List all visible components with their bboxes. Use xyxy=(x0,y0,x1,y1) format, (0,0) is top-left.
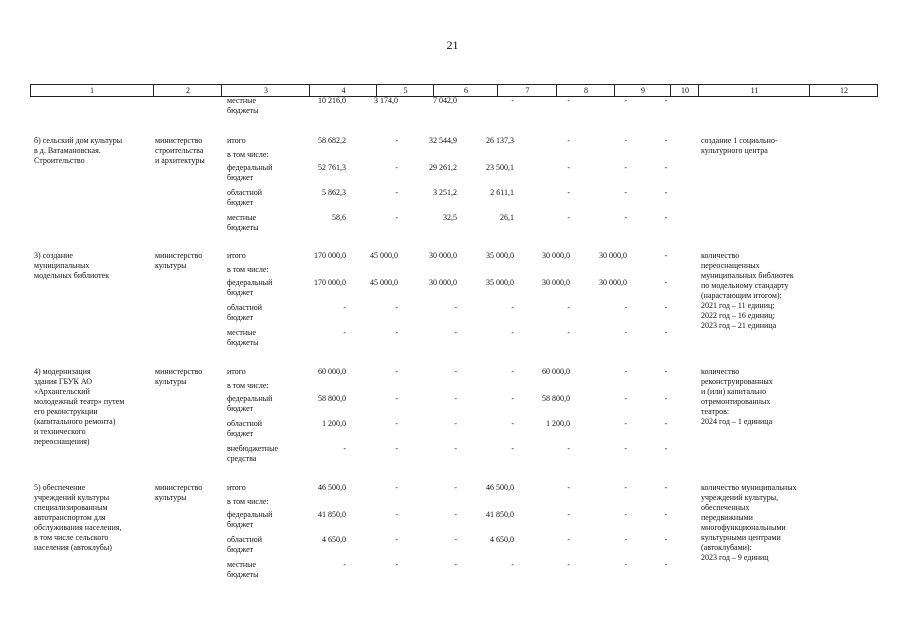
amount-cell: - xyxy=(664,278,668,287)
amount-cell: 1 200,0 xyxy=(546,419,570,428)
amount-cell: 45 000,0 xyxy=(370,278,398,287)
funding-source-label: областной бюджет xyxy=(227,419,263,438)
amount-cell: 1 200,0 xyxy=(322,419,346,428)
measure-title: 5) обеспечение учреждений культуры специализированным автотранспортом для обслуживания населения, в том числе сельского населения (автоклубы) xyxy=(34,483,122,552)
amount-cell: 35 000,0 xyxy=(486,278,514,287)
amount-cell: - xyxy=(664,96,668,105)
amount-cell: - xyxy=(454,367,457,376)
amount-cell: 23 500,1 xyxy=(486,163,514,172)
amount-cell: - xyxy=(511,419,514,428)
amount-cell: - xyxy=(343,444,346,453)
amount-cell: 58 682,2 xyxy=(318,136,346,145)
amount-cell: - xyxy=(624,163,627,172)
funding-source-label: итого xyxy=(227,136,246,145)
amount-cell: - xyxy=(664,188,668,197)
amount-cell: - xyxy=(567,136,570,145)
column-header-12: 12 xyxy=(809,85,878,96)
amount-cell: - xyxy=(567,483,570,492)
amount-cell: 60 000,0 xyxy=(542,367,570,376)
funding-source-label: областной бюджет xyxy=(227,303,263,322)
amount-cell: 46 500,0 xyxy=(318,483,346,492)
amount-cell: - xyxy=(395,483,398,492)
funding-source-label: местные бюджеты xyxy=(227,213,259,232)
amount-cell: - xyxy=(395,213,398,222)
column-header-5: 5 xyxy=(376,85,434,96)
column-header-2: 2 xyxy=(153,85,222,96)
amount-cell: - xyxy=(624,303,627,312)
amount-cell: - xyxy=(624,535,627,544)
funding-source-label: областной бюджет xyxy=(227,188,263,207)
expected-result: количество реконструированных и (или) капитально отремонтированных театров: 2024 год – 1 единица xyxy=(701,367,773,426)
amount-cell: - xyxy=(454,328,457,337)
amount-cell: - xyxy=(624,394,627,403)
column-header-8: 8 xyxy=(556,85,615,96)
amount-cell: - xyxy=(624,188,627,197)
amount-cell: 45 000,0 xyxy=(370,251,398,260)
amount-cell: - xyxy=(395,419,398,428)
responsible-ministry: министерство культуры xyxy=(155,251,203,270)
amount-cell: 2 611,1 xyxy=(490,188,514,197)
amount-cell: - xyxy=(567,328,570,337)
amount-cell: 7 042,0 xyxy=(433,96,457,105)
amount-cell: - xyxy=(567,188,570,197)
amount-cell: - xyxy=(624,510,627,519)
expected-result: количество муниципальных учреждений культуры, обеспеченных передвижными многофункциональными культурными центрами (автоклубами): 2023 год – 9 единиц xyxy=(701,483,797,562)
amount-cell: - xyxy=(624,560,627,569)
amount-cell: 41 850,0 xyxy=(318,510,346,519)
amount-cell: 35 000,0 xyxy=(486,251,514,260)
page-number: 21 xyxy=(446,38,459,52)
measure-title: 3) создание муниципальных модельных библиотек xyxy=(34,251,110,280)
amount-cell: - xyxy=(454,560,457,569)
amount-cell: - xyxy=(624,96,627,105)
amount-cell: - xyxy=(454,303,457,312)
amount-cell: - xyxy=(567,535,570,544)
amount-cell: - xyxy=(454,510,457,519)
funding-source-label: федеральный бюджет xyxy=(227,278,273,297)
amount-cell: - xyxy=(664,328,668,337)
amount-cell: - xyxy=(343,328,346,337)
amount-cell: - xyxy=(343,303,346,312)
amount-cell: - xyxy=(567,96,570,105)
amount-cell: - xyxy=(454,535,457,544)
amount-cell: - xyxy=(664,163,668,172)
amount-cell: - xyxy=(454,444,457,453)
funding-source-label: внебюджетные средства xyxy=(227,444,278,463)
funding-source-label: федеральный бюджет xyxy=(227,394,273,413)
amount-cell: 32,5 xyxy=(443,213,457,222)
column-header-11: 11 xyxy=(698,85,810,96)
amount-cell: 58,6 xyxy=(332,213,346,222)
amount-cell: 29 261,2 xyxy=(429,163,457,172)
amount-cell: - xyxy=(395,328,398,337)
amount-cell: - xyxy=(664,251,668,260)
amount-cell: - xyxy=(511,328,514,337)
amount-cell: - xyxy=(454,483,457,492)
amount-cell: - xyxy=(511,394,514,403)
amount-cell: - xyxy=(664,367,668,376)
amount-cell: - xyxy=(511,367,514,376)
amount-cell: - xyxy=(511,560,514,569)
funding-source-label: итого xyxy=(227,251,246,260)
amount-cell: 46 500,0 xyxy=(486,483,514,492)
amount-cell: 26,1 xyxy=(500,213,514,222)
column-header-9: 9 xyxy=(614,85,671,96)
amount-cell: - xyxy=(395,367,398,376)
amount-cell: 3 251,2 xyxy=(433,188,457,197)
funding-source-label: в том числе: xyxy=(227,265,269,274)
amount-cell: - xyxy=(624,213,627,222)
amount-cell: - xyxy=(395,560,398,569)
column-header-3: 3 xyxy=(221,85,310,96)
amount-cell: - xyxy=(664,560,668,569)
amount-cell: - xyxy=(664,136,668,145)
column-header-6: 6 xyxy=(433,85,498,96)
amount-cell: - xyxy=(624,444,627,453)
amount-cell: 30 000,0 xyxy=(599,251,627,260)
amount-cell: 30 000,0 xyxy=(599,278,627,287)
funding-source-label: в том числе: xyxy=(227,381,269,390)
amount-cell: - xyxy=(624,483,627,492)
responsible-ministry: министерство строительства и архитектуры xyxy=(155,136,205,165)
amount-cell: 170 000,0 xyxy=(314,278,346,287)
amount-cell: 58 800,0 xyxy=(318,394,346,403)
amount-cell: 60 000,0 xyxy=(318,367,346,376)
amount-cell: - xyxy=(624,136,627,145)
amount-cell: 10 216,0 xyxy=(318,96,346,105)
expected-result: количество переоснащенных муниципальных библиотек по модельному стандарту (нарастающим итогом): 2021 год – 11 единиц; 2022 год – 16 единиц; 2023 год – 21 единица xyxy=(701,251,794,330)
amount-cell: - xyxy=(395,303,398,312)
amount-cell: - xyxy=(567,213,570,222)
amount-cell: - xyxy=(511,303,514,312)
amount-cell: - xyxy=(664,303,668,312)
measure-title: б) сельский дом культуры в д. Ватамановская. Строительство xyxy=(34,136,123,165)
amount-cell: - xyxy=(395,510,398,519)
amount-cell: - xyxy=(454,394,457,403)
amount-cell: - xyxy=(567,510,570,519)
funding-source-label: итого xyxy=(227,367,246,376)
amount-cell: 52 761,3 xyxy=(318,163,346,172)
amount-cell: 4 650,0 xyxy=(322,535,346,544)
amount-cell: - xyxy=(624,328,627,337)
amount-cell: - xyxy=(624,419,627,428)
amount-cell: 3 174,0 xyxy=(374,96,398,105)
amount-cell: - xyxy=(454,419,457,428)
amount-cell: - xyxy=(664,444,668,453)
amount-cell: 32 544,9 xyxy=(429,136,457,145)
funding-source-label: областной бюджет xyxy=(227,535,263,554)
amount-cell: - xyxy=(664,419,668,428)
funding-source-label: федеральный бюджет xyxy=(227,163,273,182)
amount-cell: - xyxy=(664,510,668,519)
amount-cell: 170 000,0 xyxy=(314,251,346,260)
column-header-10: 10 xyxy=(670,85,699,96)
amount-cell: 30 000,0 xyxy=(542,278,570,287)
funding-source-label: в том числе: xyxy=(227,497,269,506)
amount-cell: - xyxy=(511,96,514,105)
amount-cell: - xyxy=(664,394,668,403)
measure-title: 4) модернизация здания ГБУК АО «Архангельский молодежный театр» путем его реконструкции (капитального ремонта) и технического переоснащения) xyxy=(34,367,125,446)
amount-cell: - xyxy=(567,163,570,172)
amount-cell: 30 000,0 xyxy=(429,251,457,260)
amount-cell: 4 650,0 xyxy=(490,535,514,544)
amount-cell: - xyxy=(395,188,398,197)
funding-source-label: итого xyxy=(227,483,246,492)
amount-cell: - xyxy=(567,560,570,569)
amount-cell: - xyxy=(624,367,627,376)
expected-result: создание 1 социально- культурного центра xyxy=(701,136,778,155)
funding-source-label: в том числе: xyxy=(227,150,269,159)
amount-cell: 30 000,0 xyxy=(429,278,457,287)
amount-cell: - xyxy=(395,535,398,544)
amount-cell: 58 800,0 xyxy=(542,394,570,403)
amount-cell: - xyxy=(664,535,668,544)
amount-cell: - xyxy=(511,444,514,453)
amount-cell: - xyxy=(395,444,398,453)
responsible-ministry: министерство культуры xyxy=(155,483,203,502)
column-header-4: 4 xyxy=(309,85,377,96)
amount-cell: 5 862,3 xyxy=(322,188,346,197)
amount-cell: 41 850,0 xyxy=(486,510,514,519)
amount-cell: - xyxy=(664,213,668,222)
funding-source-label: местные бюджеты xyxy=(227,96,259,115)
amount-cell: 26 137,3 xyxy=(486,136,514,145)
funding-source-label: местные бюджеты xyxy=(227,560,259,579)
funding-source-label: местные бюджеты xyxy=(227,328,259,347)
column-header-1: 1 xyxy=(90,86,94,95)
responsible-ministry: министерство культуры xyxy=(155,367,203,386)
amount-cell: - xyxy=(343,560,346,569)
amount-cell: - xyxy=(395,136,398,145)
amount-cell: - xyxy=(395,394,398,403)
funding-source-label: федеральный бюджет xyxy=(227,510,273,529)
amount-cell: - xyxy=(664,483,668,492)
column-header-7: 7 xyxy=(497,85,557,96)
amount-cell: - xyxy=(567,303,570,312)
amount-cell: 30 000,0 xyxy=(542,251,570,260)
amount-cell: - xyxy=(395,163,398,172)
amount-cell: - xyxy=(567,444,570,453)
